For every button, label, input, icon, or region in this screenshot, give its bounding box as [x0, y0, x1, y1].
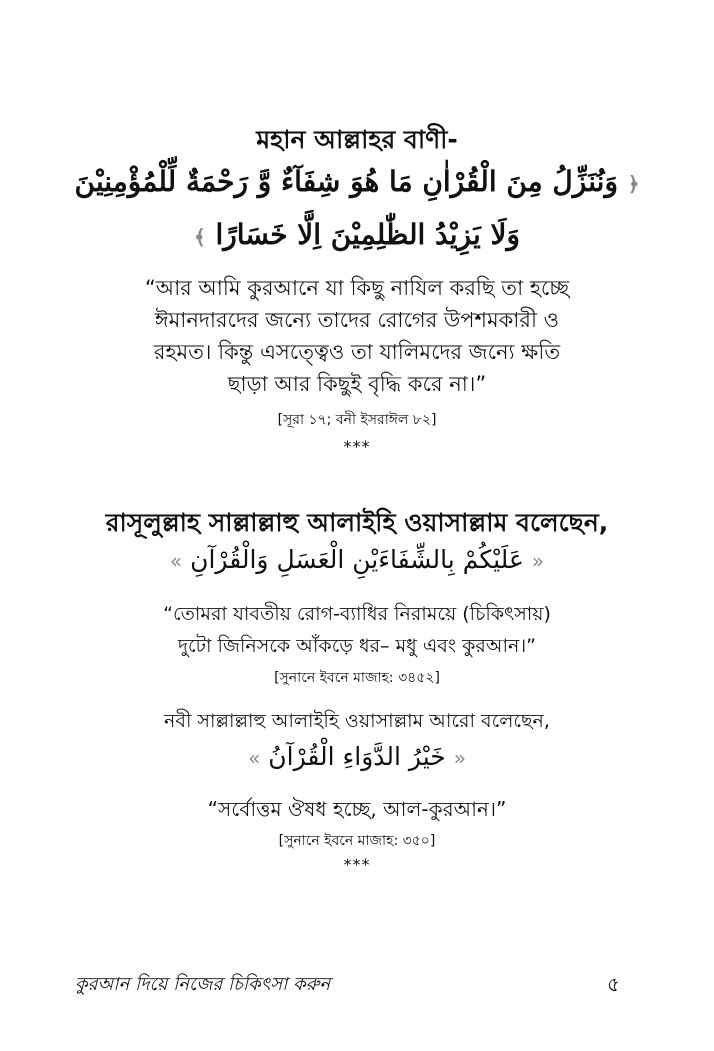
footer-book-title: কুরআন দিয়ে নিজের চিকিৎসা করুন [75, 974, 331, 995]
section1-translation [0, 272, 714, 400]
section2-heading: রাসূলুল্লাহ সাল্লাল্লাহু আলাইহি ওয়াসাল্লাম বলেছেন, [105, 508, 609, 537]
section-separator: *** [343, 437, 371, 456]
section1-reference: [সূরা ১৭; বনী ইসরাঈল ৮২] [277, 412, 437, 428]
translation-line: “তোমরা যাবতীয় রোগ-ব্যাধির নিরাময়ে (চিকিৎসায়) [163, 603, 551, 625]
section3-heading: নবী সাল্লাল্লাহু আলাইহি ওয়াসাল্লাম আরো বলেছেন, [164, 710, 550, 732]
quote-ornament-icon: « [453, 746, 466, 770]
quote-ornament-icon: » [169, 549, 183, 573]
section2-translation [0, 598, 714, 662]
quran-verse-line1 [0, 165, 714, 198]
translation-line: “আর আমি কুরআনে যা কিছু নাযিল করছি তা হচ্ছে [144, 276, 570, 300]
quran-verse-line2-text: وَلَا يَزِيْدُ الظّٰلِمِيْنَ اِلَّا خَسَارًا [215, 218, 521, 251]
quran-verse-line1-text: وَنُنَزِّلُ مِنَ الْقُرْاٰنِ مَا هُوَ شِفَآءٌ وَّ رَحْمَةٌ لِّلْمُؤْمِنِيْنَ [74, 165, 618, 198]
quote-ornament-icon: « [531, 549, 545, 573]
quran-verse-line2 [0, 218, 714, 251]
hadith1-arabic [0, 545, 714, 574]
hadith2-arabic-text: خَيْرُ الدَّوَاءِ الْقُرْآنُ [268, 742, 446, 771]
section3-translation: “সর্বোত্তম ঔষধ হচ্ছে, আল-কুরআন।” [207, 797, 507, 821]
verse-ornament-icon: ﴾ [193, 225, 206, 249]
section2-reference: [সুনানে ইবনে মাজাহ: ৩৪৫২] [274, 670, 440, 686]
section-separator: *** [343, 855, 371, 874]
page-number: ৫ [607, 972, 620, 996]
section3-reference: [সুনানে ইবনে মাজাহ: ৩৫০] [278, 833, 436, 849]
verse-ornament-icon: ﴿ [627, 172, 640, 196]
translation-line: দুটো জিনিসকে আঁকড়ে ধর– মধু এবং কুরআন।” [178, 635, 536, 657]
quote-ornament-icon: » [248, 746, 261, 770]
translation-line: ঈমানদারদের জন্যে তাদের রোগের উপশমকারী ও [154, 308, 560, 332]
translation-line: রহমত। কিন্তু এসত্ত্বেও তা যালিমদের জন্যে ক্ষতি [153, 340, 561, 364]
translation-line: ছাড়া আর কিছুই বৃদ্ধি করে না।” [227, 372, 487, 396]
hadith2-arabic [0, 742, 714, 771]
hadith1-arabic-text: عَلَيْكُمْ بِالشِّفَاءَيْنِ الْعَسَلِ وَالْقُرْآنِ [190, 545, 524, 574]
section1-heading: মহান আল্লাহর বাণী- [256, 125, 458, 154]
